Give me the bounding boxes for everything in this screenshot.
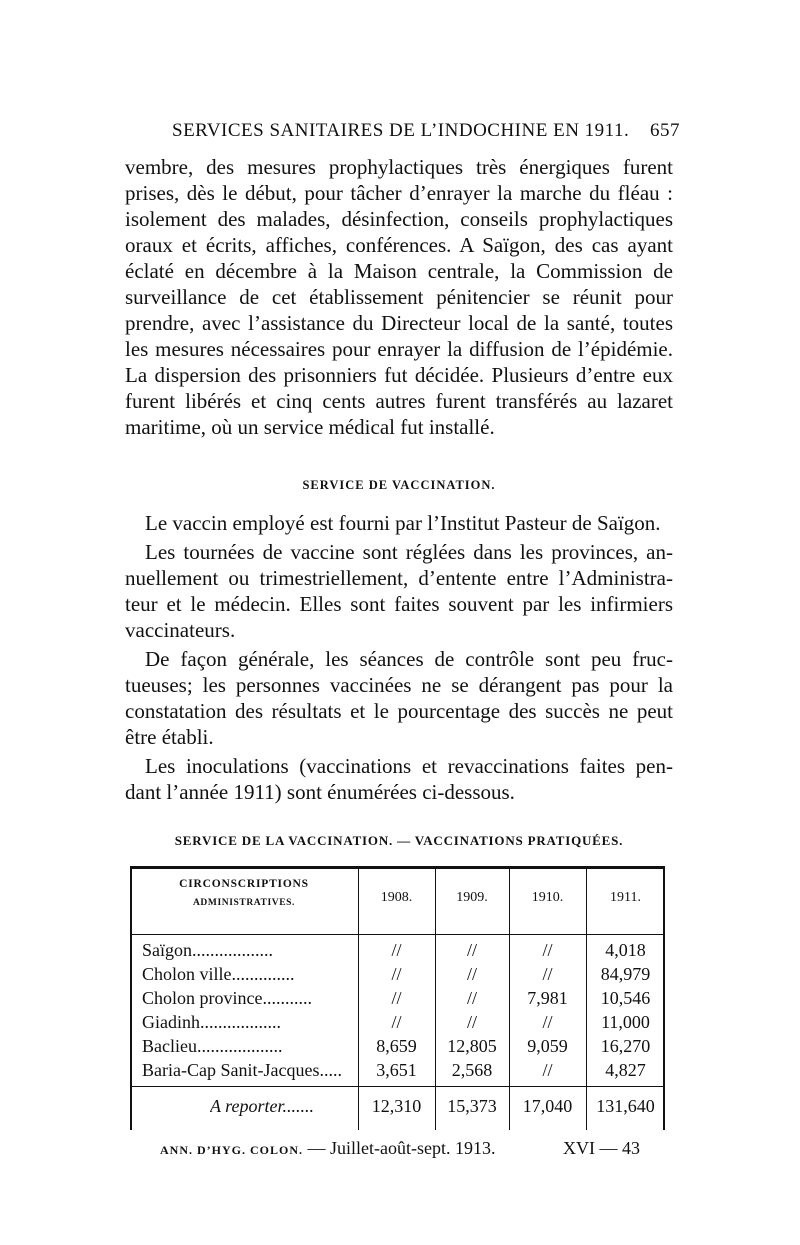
table-cell: 9,059 (527, 1036, 568, 1056)
text-line: vembre, des mesures prophylactiques très énergiques furent (125, 155, 673, 179)
table-cell: 4,827 (605, 1060, 646, 1080)
text-line: oraux et écrits, affiches, conférences. A Saïgon, des cas ayant (125, 233, 673, 257)
table-cell: // (391, 1012, 402, 1032)
text-line: éclaté en décembre à la Maison centrale, la Commission de (125, 259, 673, 283)
column-header-circonscriptions (130, 878, 358, 908)
table-row (130, 1012, 665, 1038)
text-line: prendre, avec l’assistance du Directeur local de la santé, toutes (125, 311, 673, 335)
column-header-year: 1910. (531, 890, 564, 905)
text-line: Le vaccin employé est fourni par l’Institut Pasteur de Saïgon. (145, 511, 661, 535)
table-cell: 17,040 (522, 1096, 573, 1116)
vaccination-table (130, 866, 665, 1130)
issue-date: — Juillet-août-sept. 1913. (307, 1138, 496, 1158)
text-line: De façon générale, les séances de contrôle sont peu fruc- (145, 647, 673, 671)
table-cell: 84,979 (600, 964, 651, 984)
table-cell: // (391, 940, 402, 960)
table-cell: 131,640 (596, 1096, 655, 1116)
row-label: Cholon province........... (142, 988, 312, 1008)
running-head (160, 120, 680, 144)
table-cell: 8,659 (376, 1036, 417, 1056)
column-header-line: CIRCONSCRIPTIONS (179, 878, 309, 890)
table-cell: // (466, 940, 477, 960)
text-line: être établi. (125, 725, 214, 749)
column-header-year: 1908. (380, 890, 413, 905)
subtotal-rule (130, 1086, 665, 1087)
table-row (130, 1060, 665, 1086)
table-row (130, 964, 665, 990)
table-row (130, 988, 665, 1014)
footer-left (160, 1138, 495, 1159)
text-line: teur et le médecin. Elles sont faites souvent par les infirmiers (125, 592, 673, 616)
text-line: vaccinateurs. (125, 618, 236, 642)
table-border-top (130, 866, 665, 869)
text-line: Les inoculations (vaccinations et revaccinations faites pen- (145, 754, 673, 778)
table-cell: 2,568 (451, 1060, 493, 1080)
table-cell: // (542, 1012, 553, 1032)
table-cell: // (542, 940, 553, 960)
table-cell: // (466, 988, 477, 1008)
text-line: surveillance de cet établissement pénitencier se réunit pour (125, 285, 673, 309)
column-header-year: 1909. (456, 890, 488, 905)
table-cell: 12,310 (371, 1096, 422, 1116)
table-cell: // (391, 964, 402, 984)
table-row-report (130, 1096, 665, 1122)
text-line: maritime, où un service médical fut installé. (125, 415, 495, 439)
table-cell: 12,805 (447, 1036, 497, 1056)
signature-mark: XVI — 43 (563, 1138, 640, 1158)
row-label: A reporter....... (210, 1096, 315, 1116)
table-cell: 3,651 (376, 1060, 417, 1080)
text-line: les mesures nécessaires pour enrayer la diffusion de l’épidémie. (125, 337, 673, 361)
row-label: Saïgon.................. (142, 940, 274, 960)
text-line: tueuses; les personnes vaccinées ne se dérangent pas pour la (125, 673, 673, 697)
page-number: 657 (650, 120, 680, 141)
table-row (130, 940, 665, 966)
table-cell: // (542, 1060, 553, 1080)
table-cell: 10,546 (600, 988, 651, 1008)
row-label: Baria-Cap Sanit-Jacques..... (142, 1060, 342, 1080)
table-caption: SERVICE DE LA VACCINATION. — VACCINATIONS PRATIQUÉES. (174, 833, 624, 848)
text-line: dant l’année 1911) sont énumérées ci-dessous. (125, 780, 515, 804)
header-rule (130, 934, 665, 935)
table-cell: 15,373 (447, 1096, 497, 1116)
table-cell: // (391, 988, 402, 1008)
table-cell: // (466, 964, 477, 984)
table-cell: // (542, 964, 553, 984)
column-header-line: ADMINISTRATIVES. (192, 898, 296, 908)
journal-abbreviation: ANN. D’HYG. COLON. (160, 1143, 303, 1157)
row-label: Baclieu................... (142, 1036, 283, 1056)
table-cell: 4,018 (605, 940, 646, 960)
column-header-year: 1911. (610, 890, 641, 905)
running-title: SERVICES SANITAIRES DE L’INDOCHINE EN 1911. (172, 120, 630, 141)
row-label: Giadinh.................. (142, 1012, 281, 1032)
text-line: furent libérés et cinq cents autres furent transférés au lazaret (125, 389, 673, 413)
row-label: Cholon ville.............. (142, 964, 295, 984)
text-line: nuellement ou trimestriellement, d’entente entre l’Administra- (125, 566, 673, 590)
table-cell: // (466, 1012, 477, 1032)
table-cell: 11,000 (601, 1012, 650, 1032)
text-line: Les tournées de vaccine sont réglées dans les provinces, an- (145, 540, 673, 564)
table-cell: 16,270 (600, 1036, 651, 1056)
text-line: isolement des malades, désinfection, conseils prophylactiques (125, 207, 673, 231)
text-line: prises, dès le début, pour tâcher d’enrayer la marche du fléau : (125, 181, 673, 205)
text-line: La dispersion des prisonniers fut décidée. Plusieurs d’entre eux (125, 363, 673, 387)
table-row (130, 1036, 665, 1062)
section-heading: SERVICE DE VACCINATION. (302, 478, 496, 492)
text-line: constatation des résultats et le pourcentage des succès ne peut (125, 699, 673, 723)
table-cell: 7,981 (527, 988, 568, 1008)
